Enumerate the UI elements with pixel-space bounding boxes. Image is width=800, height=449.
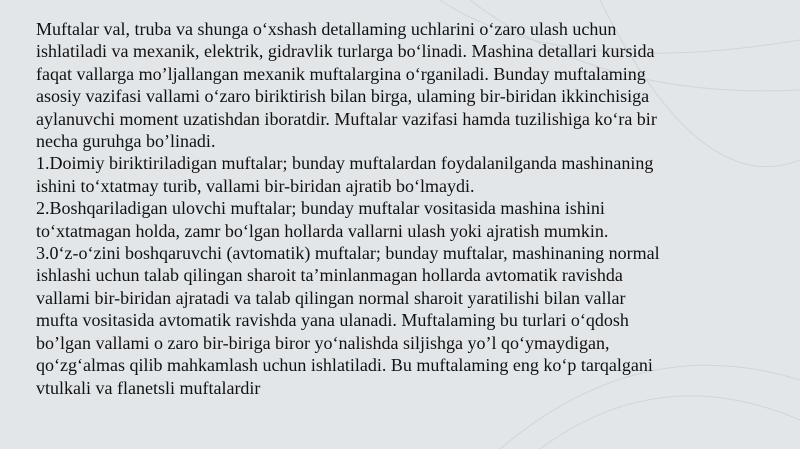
- text-line: to‘xtatmagan holda, zamr bo‘lgan hollarda vallarni ulash yoki ajratish mumkin.: [36, 220, 609, 241]
- text-line: 1.Doimiy biriktiriladigan muftalar; bunday muftalardan foydalanilganda mashinaning: [36, 153, 654, 174]
- text-line: ishlashi uchun talab qilingan sharoit ta’minlanmagan hollarda avtomatik ravishda: [36, 265, 623, 286]
- text-line: aylanuvchi moment uzatishdan iboratdir. Muftalar vazifasi hamda tuzilishiga ko‘ra bir: [36, 108, 657, 129]
- text-line: vallami bir-biridan ajratadi va talab qilingan normal sharoit yaratilishi bilan vallar: [36, 287, 626, 308]
- text-line: ishlatiladi va mexanik, elektrik, gidravlik turlarga bo‘linadi. Mashina detallari kursida: [36, 41, 655, 62]
- text-line: asosiy vazifasi vallami o‘zaro biriktirish bilan birga, ulaming bir-biridan ikkinchisiga: [36, 86, 650, 107]
- text-line: qo‘zg‘almas qilib mahkamlash uchun ishlatiladi. Bu muftalaming eng ko‘p tarqalgani: [36, 355, 653, 376]
- text-line: necha guruhga bo’linadi.: [36, 131, 216, 152]
- text-line: vtulkali va flanetsli muftalardir: [36, 377, 261, 398]
- text-line: 3.0‘z-o‘zini boshqaruvchi (avtomatik) muftalar; bunday muftalar, mashinaning normal: [36, 243, 660, 264]
- text-line: faqat vallarga mo’ljallangan mexanik muftalargina o‘rganiladi. Bunday muftalaming: [36, 63, 646, 84]
- text-line: ishini to‘xtatmay turib, vallami bir-biridan ajratib bo‘lmaydi.: [36, 175, 475, 196]
- text-line: bo’lgan vallami o zaro bir-biriga biror yo‘nalishda siljishga yo’l qo‘ymaydigan,: [36, 332, 610, 353]
- text-line: mufta vositasida avtomatik ravishda yana ulanadi. Muftalaming bu turlari o‘qdosh: [36, 310, 629, 331]
- text-line: 2.Boshqariladigan ulovchi muftalar; bunday muftalar vositasida mashina ishini: [36, 198, 605, 219]
- text-line: Muftalar val, truba va shunga o‘xshash detallaming uchlarini o‘zaro ulash uchun: [36, 19, 617, 39]
- document-body: [36, 18, 760, 399]
